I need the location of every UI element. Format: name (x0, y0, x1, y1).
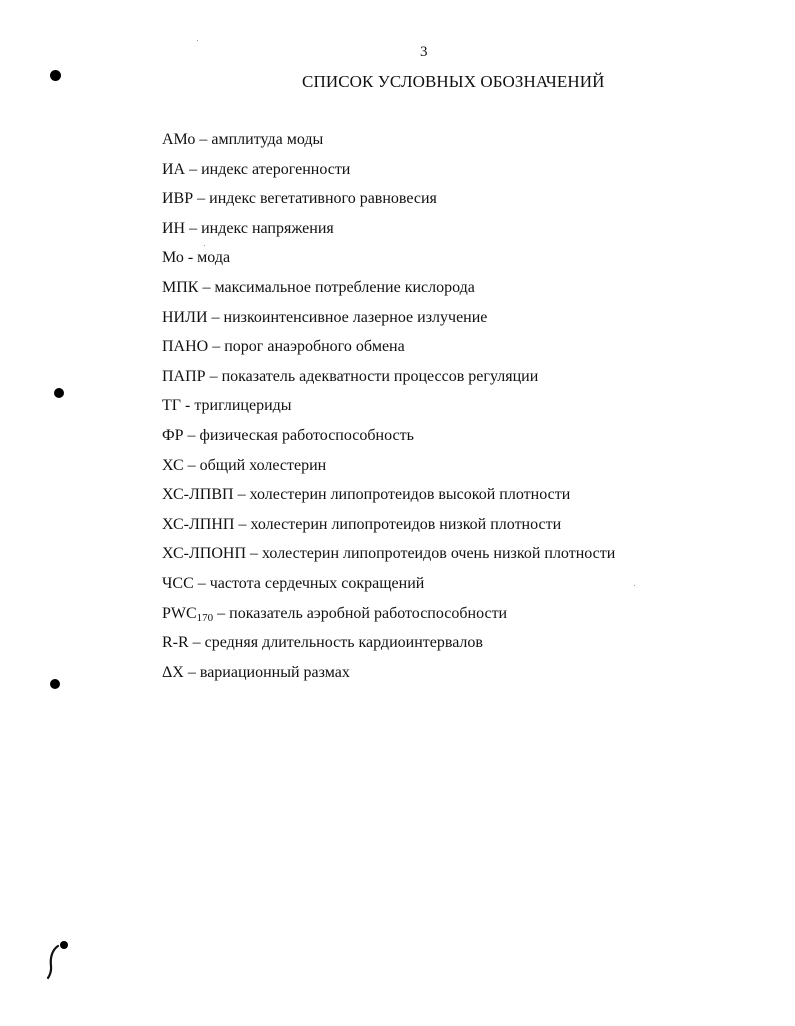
list-item: ЧСС – частота сердечных сокращений (162, 574, 425, 592)
hole-punch-mark (50, 70, 61, 81)
list-item: Мо - мода (162, 249, 231, 267)
hole-punch-mark (54, 388, 64, 398)
hole-punch-mark (50, 679, 60, 689)
list-item: ХС-ЛПВП – холестерин липопротеидов высокой плотности (162, 486, 571, 504)
pwc-term: PWC (162, 604, 197, 622)
pwc-subscript: 170 (196, 611, 214, 624)
list-item: НИЛИ – низкоинтенсивное лазерное излучение (162, 308, 488, 326)
scan-speck (204, 245, 205, 246)
list-item: МПК – максимальное потребление кислорода (162, 278, 475, 296)
list-item: ΔX – вариационный размах (162, 663, 350, 681)
list-item: ПАПР – показатель адекватности процессов регуляции (162, 367, 539, 385)
list-item: R-R – средняя длительность кардиоинтервалов (162, 634, 483, 652)
list-item: ТГ - триглицериды (162, 397, 292, 415)
list-item: ИН – индекс напряжения (162, 219, 334, 237)
list-item: ИА – индекс атерогенности (162, 160, 351, 178)
list-item: ХС – общий холестерин (162, 456, 327, 474)
pwc-definition: – показатель аэробной работоспособности (217, 604, 508, 622)
list-item: ПАНО – порог анаэробного обмена (162, 338, 405, 356)
page-title: СПИСОК УСЛОВНЫХ ОБОЗНАЧЕНИЙ (302, 72, 605, 91)
list-item-pwc (162, 604, 615, 634)
list-item: ИВР – индекс вегетативного равновесия (162, 190, 437, 208)
scan-speck (197, 40, 198, 41)
list-item: ХС-ЛПОНП – холестерин липопротеидов очень низкой плотности (162, 545, 616, 563)
scan-speck (634, 585, 635, 586)
margin-ink-mark (44, 944, 64, 980)
abbreviation-list (162, 130, 615, 692)
page-number: 3 (420, 44, 428, 60)
list-item: ФР – физическая работоспособность (162, 426, 414, 444)
list-item: АМо – амплитуда моды (162, 131, 324, 148)
list-item: ХС-ЛПНП – холестерин липопротеидов низкой плотности (162, 515, 562, 533)
